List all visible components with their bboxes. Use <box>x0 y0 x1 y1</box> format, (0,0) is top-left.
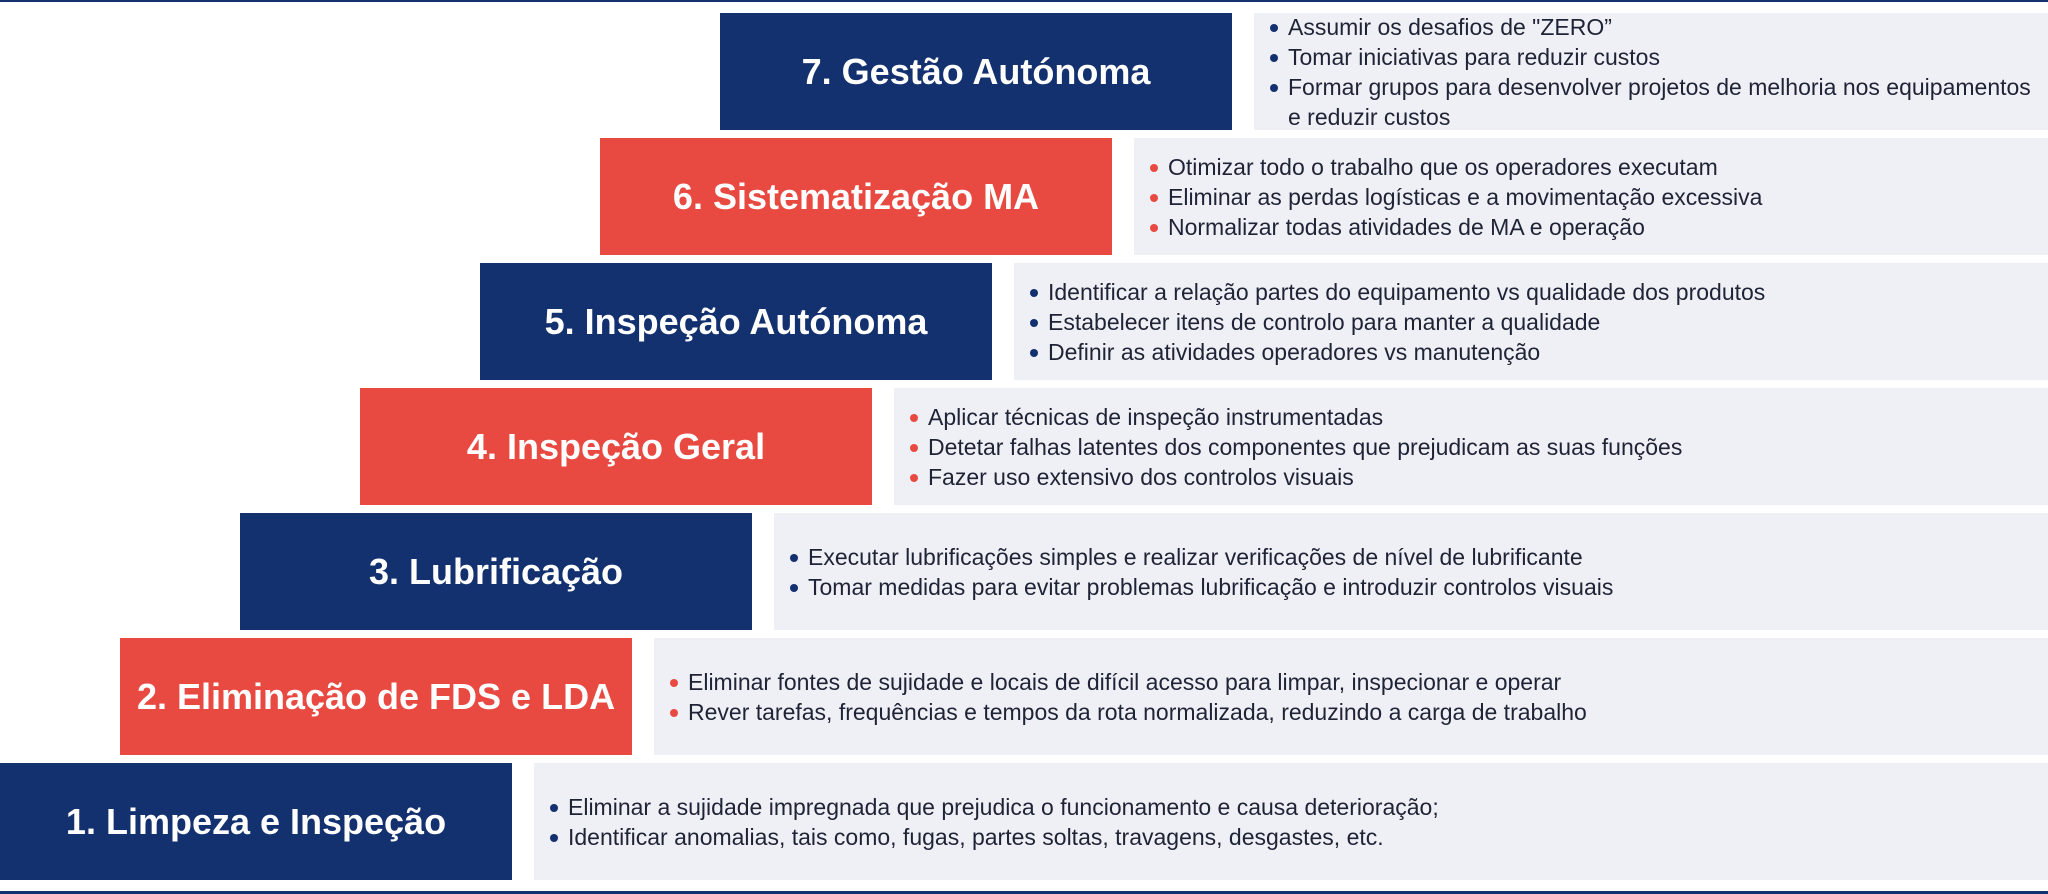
bullet-text: Definir as atividades operadores vs manutenção <box>1048 338 1541 365</box>
step-row <box>0 263 2048 380</box>
step-bullet-item <box>1028 307 2048 337</box>
step-description <box>1254 13 2048 130</box>
step-bullet-item <box>548 822 2048 852</box>
step-bullet-list <box>1268 12 2048 132</box>
step-bullet-item <box>788 542 2048 572</box>
bullet-dot-icon <box>910 414 918 422</box>
step-title: 2. Eliminação de FDS e LDA <box>120 638 632 755</box>
step-title: 5. Inspeção Autónoma <box>480 263 992 380</box>
step-bullet-item <box>668 697 2048 727</box>
bullet-text: Otimizar todo o trabalho que os operadores executam <box>1168 153 1718 180</box>
step-title: 7. Gestão Autónoma <box>720 13 1232 130</box>
step-title: 6. Sistematização MA <box>600 138 1112 255</box>
step-title: 4. Inspeção Geral <box>360 388 872 505</box>
step-description <box>894 388 2048 505</box>
bullet-text: Fazer uso extensivo dos controlos visuais <box>928 463 1354 490</box>
step-bullet-list <box>788 542 2048 602</box>
bullet-text: Estabelecer itens de controlo para manter a qualidade <box>1048 308 1601 335</box>
step-bullet-item <box>788 572 2048 602</box>
bullet-dot-icon <box>1270 24 1278 32</box>
bullet-dot-icon <box>550 804 558 812</box>
bullet-text: Eliminar a sujidade impregnada que prejudica o funcionamento e causa deterioração; <box>568 793 1439 820</box>
bullet-dot-icon <box>910 474 918 482</box>
bullet-dot-icon <box>1030 319 1038 327</box>
step-bullet-item <box>1028 337 2048 367</box>
step-bullet-list <box>908 402 2048 492</box>
step-row <box>0 388 2048 505</box>
bullet-dot-icon <box>1270 54 1278 62</box>
step-bullet-item <box>1148 182 2048 212</box>
bullet-dot-icon <box>1150 164 1158 172</box>
bullet-dot-icon <box>1150 194 1158 202</box>
bullet-text: Normalizar todas atividades de MA e operação <box>1168 213 1645 240</box>
bullet-dot-icon <box>790 554 798 562</box>
bullet-dot-icon <box>1030 349 1038 357</box>
bullet-dot-icon <box>910 444 918 452</box>
step-description <box>654 638 2048 755</box>
step-description <box>1134 138 2048 255</box>
bullet-text: Executar lubrificações simples e realizar verificações de nível de lubrificante <box>808 543 1583 570</box>
bullet-dot-icon <box>550 834 558 842</box>
step-bullet-item <box>1268 12 2048 42</box>
step-title: 3. Lubrificação <box>240 513 752 630</box>
bullet-text: Tomar medidas para evitar problemas lubrificação e introduzir controlos visuais <box>808 573 1614 600</box>
bullet-dot-icon <box>670 679 678 687</box>
bullet-dot-icon <box>1030 289 1038 297</box>
step-bullet-list <box>548 792 2048 852</box>
step-bullet-item <box>1268 42 2048 72</box>
step-row <box>0 763 2048 880</box>
step-description <box>1014 263 2048 380</box>
step-description <box>774 513 2048 630</box>
bullet-text: Formar grupos para desenvolver projetos de melhoria nos equipamentos e reduzir custos <box>1288 73 2031 130</box>
step-bullet-list <box>668 667 2048 727</box>
bullet-dot-icon <box>1150 224 1158 232</box>
bullet-text: Eliminar as perdas logísticas e a movimentação excessiva <box>1168 183 1763 210</box>
step-bullet-item <box>908 402 2048 432</box>
step-row <box>0 513 2048 630</box>
step-description <box>534 763 2048 880</box>
step-bullet-item <box>1268 72 2048 132</box>
bullet-dot-icon <box>670 709 678 717</box>
bullet-text: Rever tarefas, frequências e tempos da rota normalizada, reduzindo a carga de trabalho <box>688 698 1587 725</box>
step-row <box>0 638 2048 755</box>
step-bullet-item <box>1028 277 2048 307</box>
step-row <box>0 138 2048 255</box>
bullet-text: Assumir os desafios de "ZERO” <box>1288 13 1612 40</box>
bullet-dot-icon <box>1270 84 1278 92</box>
step-bullet-list <box>1148 152 2048 242</box>
step-bullet-item <box>908 432 2048 462</box>
bullet-text: Identificar a relação partes do equipamento vs qualidade dos produtos <box>1048 278 1766 305</box>
bullet-text: Aplicar técnicas de inspeção instrumentadas <box>928 403 1384 430</box>
bullet-text: Eliminar fontes de sujidade e locais de difícil acesso para limpar, inspecionar e operar <box>688 668 1562 695</box>
step-bullet-item <box>548 792 2048 822</box>
bullet-text: Tomar iniciativas para reduzir custos <box>1288 43 1660 70</box>
top-border <box>0 0 2048 2</box>
step-bullet-item <box>908 462 2048 492</box>
step-row <box>0 13 2048 130</box>
step-bullet-item <box>668 667 2048 697</box>
bullet-text: Detetar falhas latentes dos componentes que prejudicam as suas funções <box>928 433 1683 460</box>
step-bullet-item <box>1148 152 2048 182</box>
step-bullet-item <box>1148 212 2048 242</box>
bullet-dot-icon <box>790 584 798 592</box>
step-bullet-list <box>1028 277 2048 367</box>
step-title: 1. Limpeza e Inspeção <box>0 763 512 880</box>
bullet-text: Identificar anomalias, tais como, fugas, partes soltas, travagens, desgastes, etc. <box>568 823 1384 850</box>
